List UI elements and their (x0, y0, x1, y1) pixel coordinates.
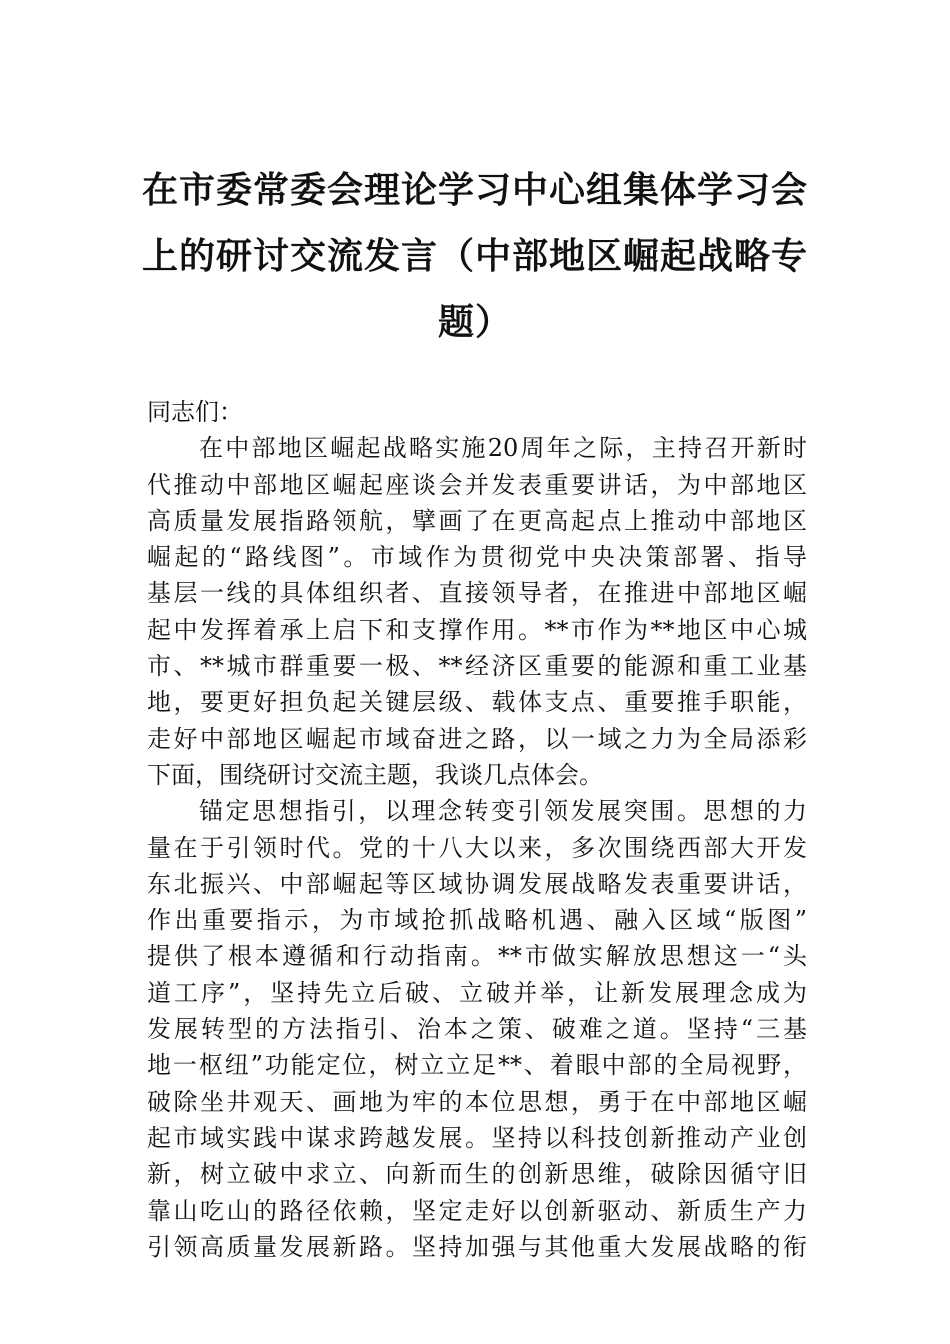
text-line: 起市域实践中谋求跨越发展。坚持以科技创新推动产业创 (147, 1123, 807, 1152)
text-line: 在中部地区崛起战略实施20周年之际，主持召开新时 (199, 434, 807, 463)
text-line: 作出重要指示，为市域抢抓战略机遇、融入区域“版图” (147, 906, 807, 935)
text-line: 起中发挥着承上启下和支撑作用。**市作为**地区中心城 (147, 615, 807, 644)
text-line: 地，要更好担负起关键层级、载体支点、重要推手职能， (147, 688, 807, 717)
document-body (147, 394, 807, 1265)
text-line: 靠山吃山的路径依赖，坚定走好以创新驱动、新质生产力 (147, 1196, 807, 1225)
title-line: 在市委常委会理论学习中心组集体学习会 (141, 170, 808, 211)
text-line: 发展转型的方法指引、治本之策、破难之道。坚持“三基 (147, 1015, 807, 1044)
text-line: 代推动中部地区崛起座谈会并发表重要讲话，为中部地区 (147, 470, 807, 499)
salutation: 同志们： (147, 398, 243, 426)
paragraph-1 (147, 430, 807, 793)
text-line: 东北振兴、中部崛起等区域协调发展战略发表重要讲话， (147, 869, 807, 898)
text-line: 市、**城市群重要一极、**经济区重要的能源和重工业基 (147, 652, 807, 681)
text-line: 道工序”，坚持先立后破、立破并举，让新发展理念成为 (147, 978, 807, 1007)
text-line: 提供了根本遵循和行动指南。**市做实解放思想这一“头 (147, 942, 807, 971)
text-line: 地一枢纽”功能定位，树立立足**、着眼中部的全局视野， (147, 1051, 807, 1080)
text-line: 下面，围绕研讨交流主题，我谈几点体会。 (147, 760, 603, 789)
title-line: 上的研讨交流发言（中部地区崛起战略专 (141, 236, 808, 277)
text-line: 基层一线的具体组织者、直接领导者，在推进中部地区崛 (147, 579, 807, 608)
text-line: 量在于引领时代。党的十八大以来，多次围绕西部大开发 (147, 833, 807, 862)
text-line: 锚定思想指引，以理念转变引领发展突围。思想的力 (199, 797, 807, 826)
text-line: 新，树立破中求立、向新而生的创新思维，破除因循守旧 (147, 1160, 807, 1189)
text-line: 引领高质量发展新路。坚持加强与其他重大发展战略的衔 (147, 1232, 807, 1261)
text-line: 高质量发展指路领航，擘画了在更高起点上推动中部地区 (147, 506, 807, 535)
paragraph-2 (147, 793, 807, 1265)
text-line: 破除坐井观天、画地为牢的本位思想，勇于在中部地区崛 (147, 1087, 807, 1116)
text-line: 崛起的“路线图”。市域作为贯彻党中央决策部署、指导 (147, 543, 807, 572)
text-line: 走好中部地区崛起市域奋进之路，以一域之力为全局添彩 (147, 724, 807, 753)
title-line: 题） (437, 302, 512, 343)
document-title (130, 158, 820, 356)
